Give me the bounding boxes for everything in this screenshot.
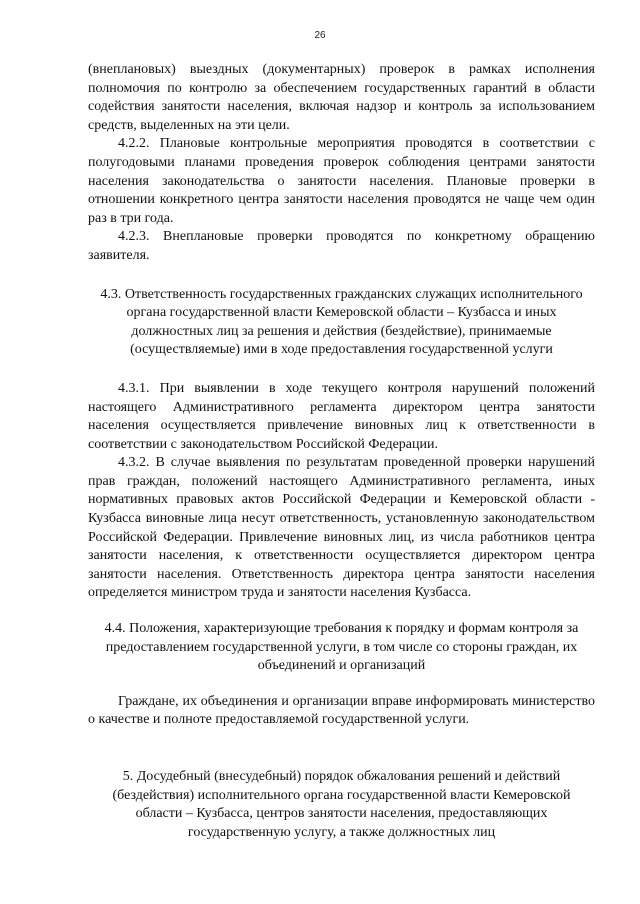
spacer — [88, 676, 595, 693]
section-heading-4-3: 4.3. Ответственность государственных гражданских служащих исполнительного органа государственной власти Кемеровской области – Кузбасса и иных должностных лиц за решения и действия (бездействие), принимаемые (осуществляемые) ими в ходе предоставления государственной услуги — [100, 286, 583, 358]
section-heading-4-4: 4.4. Положения, характеризующие требования к порядку и формам контроля за предоставлением государственной услуги, в том числе со стороны граждан, их объединений и организаций — [104, 621, 579, 674]
paragraph-4-3-1: 4.3.1. При выявлении в ходе текущего контроля нарушений положений настоящего Административного регламента директором центра занятости населения осуществляется привлечение виновных лиц к ответственности в соответствии с законодательством Российской Федерации. — [88, 380, 595, 452]
paragraph-citizens: Граждане, их объединения и организации вправе информировать министерство о качестве и полноте предоставляемой государственной услуги. — [88, 693, 595, 728]
paragraph: (внеплановых) выездных (документарных) проверок в рамках исполнения полномочия по контролю за обеспечением государственных гарантий в области содействия занятости населения, включая надзор и контроль за использованием средств, выделенных на эти цели. — [88, 62, 595, 133]
paragraph-4-2-3: 4.2.3. Внеплановые проверки проводятся по конкретному обращению заявителя. — [88, 229, 595, 263]
paragraph-4-3-2: 4.3.2. В случае выявления по результатам проведенной проверки нарушений прав граждан, положений настоящего Административного регламента, иных нормативных правовых актов Российской Федерации и Кемеровской области - Кузбасса виновные лица несут ответственность, установленную законодательством Российской Федерации. Привлечение виновных лиц, из числа работников центра занятости населения, к ответственности осуществляется директором центра занятости населения. Ответственность директора центра занятости населения определяется министром труда и занятости населения Кузбасса. — [88, 455, 595, 601]
spacer — [88, 266, 595, 286]
spacer — [88, 730, 595, 768]
spacer — [88, 603, 595, 620]
spacer — [88, 360, 595, 380]
document-body — [88, 61, 595, 842]
paragraph-4-2-2: 4.2.2. Плановые контрольные мероприятия проводятся в соответствии с полугодовыми планами проведения проверок соблюдения центрами занятости населения законодательства о занятости населения. Плановые проверки в отношении конкретного центра занятости населения проводятся не чаще чем один раз в три года. — [88, 136, 595, 226]
page-number: 26 — [314, 30, 326, 41]
section-heading-5: 5. Досудебный (внесудебный) порядок обжалования решений и действий (бездействия) исполнительного органа государственной власти Кемеровской области – Кузбасса, центров занятости населения, предоставляющих государственную услугу, а также должностных лиц — [112, 769, 571, 840]
